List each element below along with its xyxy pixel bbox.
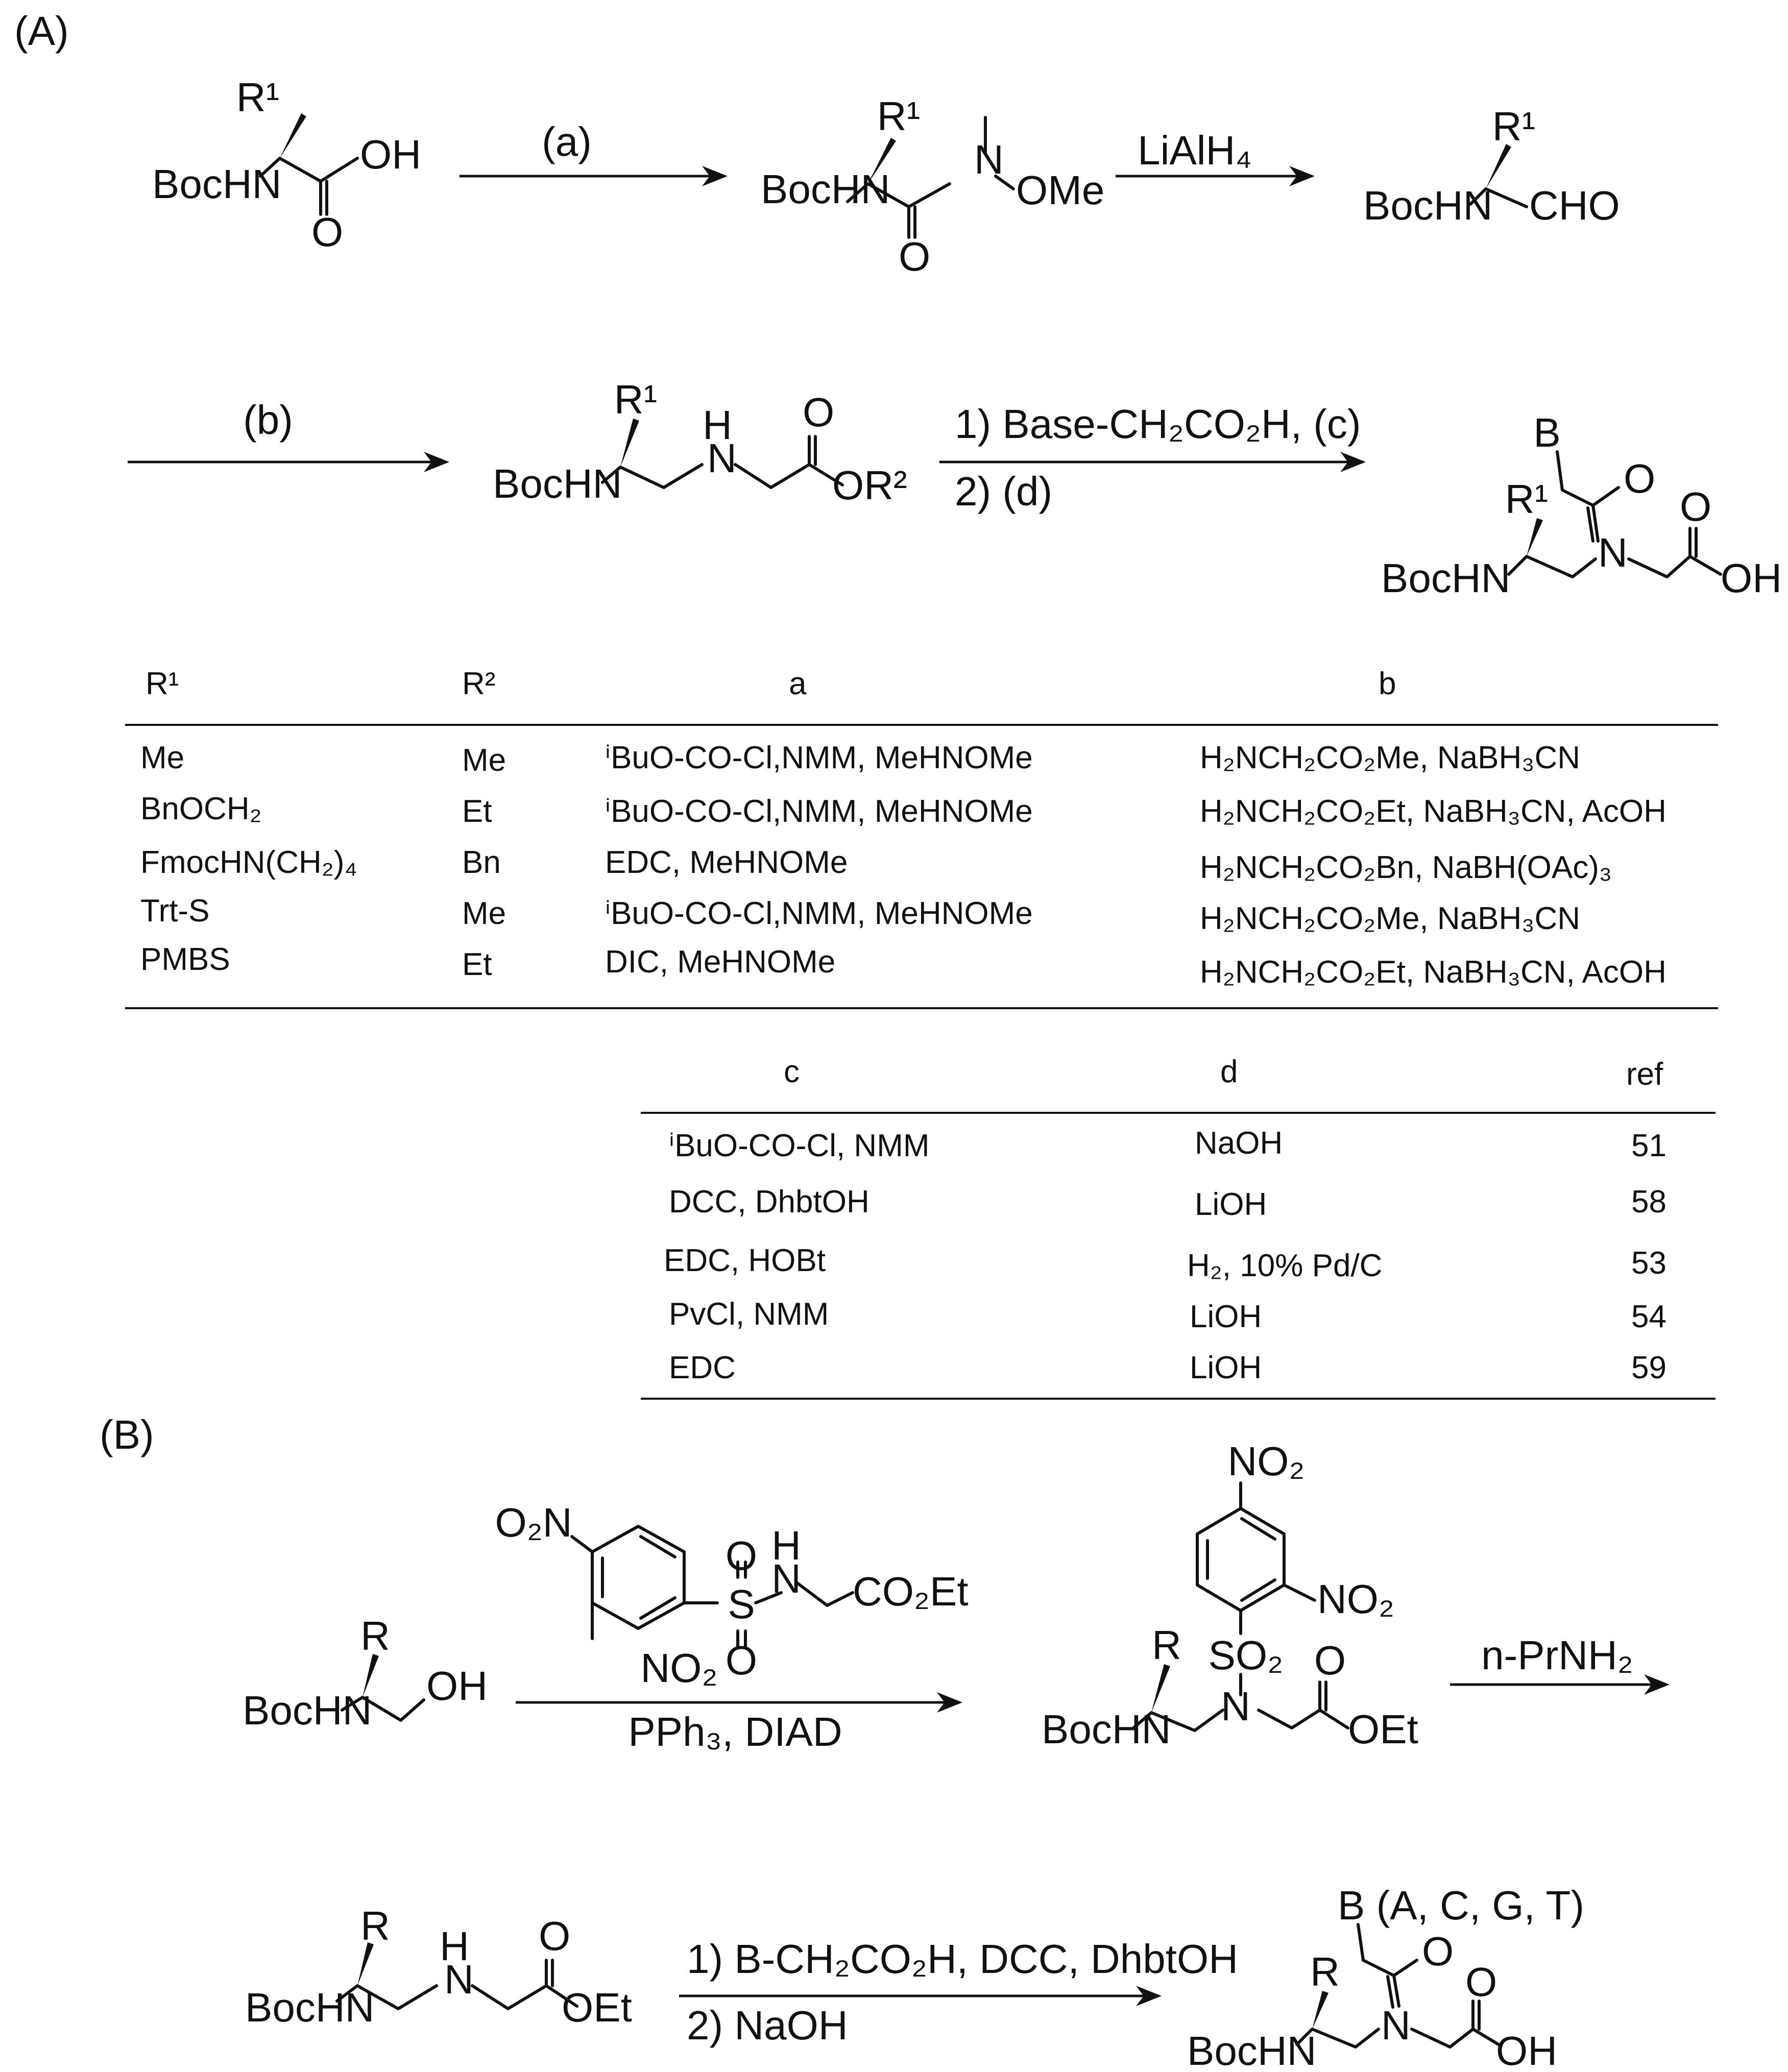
r1-label: R¹ (877, 93, 921, 139)
svg-text:51: 51 (1631, 1128, 1666, 1163)
r-label: R (360, 1903, 390, 1948)
bochn-label: BocHN (152, 161, 282, 207)
b-label: B (A, C, G, T) (1338, 1883, 1585, 1928)
svg-text:ⁱBuO-CO-Cl, NMM: ⁱBuO-CO-Cl, NMM (669, 1128, 930, 1163)
n-label: N (1381, 2003, 1411, 2048)
table-row (140, 791, 1666, 829)
svg-text:Me: Me (462, 743, 506, 778)
n-label: N (1598, 530, 1628, 575)
structure-a5-pna-monomer (1381, 410, 1782, 601)
no2-side-label: NO₂ (1317, 1576, 1395, 1622)
bond-lines (280, 158, 357, 214)
svg-text:H₂, 10% Pd/C: H₂, 10% Pd/C (1187, 1248, 1383, 1283)
table-row (140, 845, 1612, 885)
r-label: R (1310, 1949, 1340, 1994)
arrow-d-label: 2) (d) (955, 469, 1053, 514)
oet-label: OEt (1348, 1707, 1418, 1752)
arrow-c-label: 1) Base-CH₂CO₂H, (c) (955, 401, 1361, 447)
svg-text:H₂NCH₂CO₂Bn, NaBH(OAc)₃: H₂NCH₂CO₂Bn, NaBH(OAc)₃ (1200, 850, 1612, 885)
header-r2: R² (462, 666, 496, 701)
stereo-wedge (1151, 1664, 1170, 1713)
svg-text:H₂NCH₂CO₂Et, NaBH₃CN, AcOH: H₂NCH₂CO₂Et, NaBH₃CN, AcOH (1200, 955, 1666, 990)
arrow-cd (939, 401, 1363, 514)
structure-b3-amine-ester (245, 1903, 632, 2030)
svg-text:DCC, DhbtOH: DCC, DhbtOH (669, 1184, 869, 1220)
header-ref: ref (1626, 1057, 1663, 1092)
arrow-a (460, 119, 725, 176)
arrow-mitsunobu (516, 1702, 960, 1754)
bochn-label: BocHN (243, 1688, 372, 1733)
svg-text:Me: Me (140, 740, 185, 775)
o2n-label: O₂N (495, 1500, 572, 1545)
arrow-lialh4-label: LiAlH₄ (1138, 128, 1252, 173)
stereo-wedge (620, 419, 639, 467)
svg-text:Me: Me (462, 896, 506, 931)
svg-text:H₂NCH₂CO₂Et, NaBH₃CN, AcOH: H₂NCH₂CO₂Et, NaBH₃CN, AcOH (1200, 794, 1666, 829)
header-a: a (789, 666, 807, 701)
svg-text:Et: Et (462, 794, 492, 829)
r1-label: R¹ (1505, 476, 1549, 522)
b-label: B (1533, 410, 1561, 455)
table-row (669, 1297, 1666, 1334)
structure-a3-aldehyde (1363, 104, 1620, 228)
svg-text:BnOCH₂: BnOCH₂ (140, 791, 262, 826)
svg-text:ⁱBuO-CO-Cl,NMM, MeHNOMe: ⁱBuO-CO-Cl,NMM, MeHNOMe (605, 896, 1033, 931)
svg-text:Bn: Bn (462, 845, 501, 880)
table-row (669, 1184, 1666, 1222)
bochn-label: BocHN (1363, 183, 1493, 228)
bochn-label: BocHN (1187, 2028, 1317, 2072)
table-row (669, 1126, 1666, 1163)
bochn-label: BocHN (245, 1985, 375, 2030)
stereo-wedge (357, 1942, 374, 1986)
no2-label: NO₂ (640, 1645, 718, 1691)
svg-text:EDC, MeHNOMe: EDC, MeHNOMe (605, 845, 848, 880)
n-label: N (771, 1556, 801, 1601)
structure-b4-pna-monomer (1187, 1883, 1584, 2072)
structure-b1-amino-alcohol (243, 1613, 488, 1733)
panel-a-label: (A) (14, 8, 69, 54)
arrow-deprotection (1450, 1632, 1667, 1685)
o-label: O (1314, 1638, 1346, 1683)
o-bottom-label: O (725, 1638, 758, 1683)
h-label: H (703, 402, 732, 448)
structure-a2-weinreb-amide (761, 93, 1104, 279)
svg-text:DIC, MeHNOMe: DIC, MeHNOMe (605, 944, 836, 980)
r1-label: R¹ (1492, 104, 1536, 149)
svg-text:Et: Et (462, 947, 492, 982)
o1-label: O (1624, 456, 1656, 501)
svg-text:LiOH: LiOH (1195, 1187, 1267, 1222)
o2-label: O (1680, 484, 1712, 529)
svg-text:LiOH: LiOH (1190, 1350, 1262, 1385)
svg-text:PMBS: PMBS (140, 942, 230, 977)
o2-label: O (1465, 1959, 1497, 2005)
oh-label: OH (360, 132, 421, 177)
stereo-wedge (1527, 518, 1543, 556)
n-label: N (1221, 1684, 1250, 1729)
svg-text:ⁱBuO-CO-Cl,NMM, MeHNOMe: ⁱBuO-CO-Cl,NMM, MeHNOMe (605, 740, 1033, 775)
o-label: O (899, 234, 931, 279)
oh-label: OH (1721, 555, 1782, 601)
arrow-a-label: (a) (542, 119, 592, 164)
conditions-table-ab (125, 666, 1718, 1008)
structure-b2-sulfonamide (1042, 1439, 1418, 1752)
header-r1: R¹ (146, 666, 179, 701)
o-label: O (539, 1913, 571, 1959)
s-label: S (728, 1581, 755, 1627)
o-label: O (311, 209, 344, 255)
bochn-label: BocHN (761, 166, 890, 212)
h-label: H (771, 1523, 801, 1568)
arrow-coupling-bottom-label: 2) NaOH (687, 2003, 848, 2048)
header-d: d (1220, 1054, 1238, 1089)
svg-text:PvCl, NMM: PvCl, NMM (669, 1297, 829, 1332)
svg-text:EDC: EDC (669, 1350, 736, 1385)
svg-text:EDC, HOBt: EDC, HOBt (664, 1243, 826, 1278)
panel-b-label: (B) (100, 1412, 154, 1457)
arrow-lialh4 (1116, 128, 1312, 176)
arrow-deprotection-label: n-PrNH₂ (1481, 1632, 1633, 1678)
svg-text:NaOH: NaOH (1195, 1126, 1283, 1161)
bochn-label: BocHN (1042, 1707, 1171, 1752)
n-label: N (974, 137, 1004, 182)
table-row (669, 1350, 1666, 1385)
o1-label: O (1422, 1929, 1454, 1974)
svg-text:58: 58 (1631, 1184, 1666, 1220)
arrow-coupling-top-label: 1) B-CH₂CO₂H, DCC, DhbtOH (687, 1936, 1238, 1982)
table-row (140, 740, 1580, 778)
stereo-wedge (1486, 144, 1511, 189)
o-top-label: O (725, 1533, 758, 1578)
table-row (140, 893, 1580, 936)
so2-label: SO₂ (1208, 1632, 1284, 1678)
oh-label: OH (1496, 2028, 1557, 2072)
svg-text:ⁱBuO-CO-Cl,NMM, MeHNOMe: ⁱBuO-CO-Cl,NMM, MeHNOMe (605, 794, 1033, 829)
arrow-b-label: (b) (243, 397, 293, 443)
header-b: b (1379, 666, 1396, 701)
svg-text:53: 53 (1631, 1246, 1666, 1281)
bochn-label: BocHN (493, 461, 622, 506)
stereo-wedge (280, 113, 306, 158)
benzene-ring (592, 1526, 684, 1628)
arrow-coupling (679, 1936, 1238, 2048)
r1-label: R¹ (236, 75, 280, 120)
or2-label: OR² (832, 462, 907, 508)
bochn-label: BocHN (1381, 555, 1511, 601)
reagent-dinitrobenzenesulfonyl-glycinate (495, 1500, 968, 1691)
table-row (664, 1243, 1666, 1283)
oh-label: OH (426, 1663, 488, 1709)
svg-text:59: 59 (1631, 1350, 1666, 1385)
table-row (140, 942, 1666, 990)
svg-text:FmocHN(CH₂)₄: FmocHN(CH₂)₄ (140, 845, 357, 880)
svg-text:H₂NCH₂CO₂Me, NaBH₃CN: H₂NCH₂CO₂Me, NaBH₃CN (1200, 740, 1581, 775)
n-label: N (444, 1957, 474, 2002)
no2-top-label: NO₂ (1227, 1439, 1305, 1484)
n-label: N (707, 435, 737, 481)
arrow-b (128, 397, 447, 462)
arrow-mitsunobu-label: PPh₃, DIAD (628, 1709, 842, 1754)
stereo-wedge (1312, 1991, 1328, 2029)
r-label: R (360, 1613, 390, 1659)
r1-label: R¹ (614, 377, 658, 422)
bond-lines (572, 1537, 853, 1646)
svg-text:Trt-S: Trt-S (140, 893, 210, 929)
ome-label: OMe (1016, 167, 1105, 213)
co2et-label: CO₂Et (853, 1569, 969, 1614)
benzene-ring (1197, 1508, 1284, 1611)
conditions-table-cd (641, 1054, 1715, 1399)
cho-label: CHO (1529, 183, 1620, 228)
oet-label: OEt (562, 1985, 632, 2030)
header-c: c (784, 1054, 800, 1089)
structure-a4-amine-ester (493, 377, 907, 508)
h-label: H (440, 1923, 469, 1969)
r-label: R (1152, 1622, 1181, 1668)
o-label: O (803, 389, 835, 435)
svg-text:LiOH: LiOH (1190, 1299, 1262, 1334)
svg-text:H₂NCH₂CO₂Me, NaBH₃CN: H₂NCH₂CO₂Me, NaBH₃CN (1200, 901, 1581, 936)
svg-text:54: 54 (1631, 1299, 1666, 1334)
structure-a1-boc-amino-acid (152, 75, 421, 255)
